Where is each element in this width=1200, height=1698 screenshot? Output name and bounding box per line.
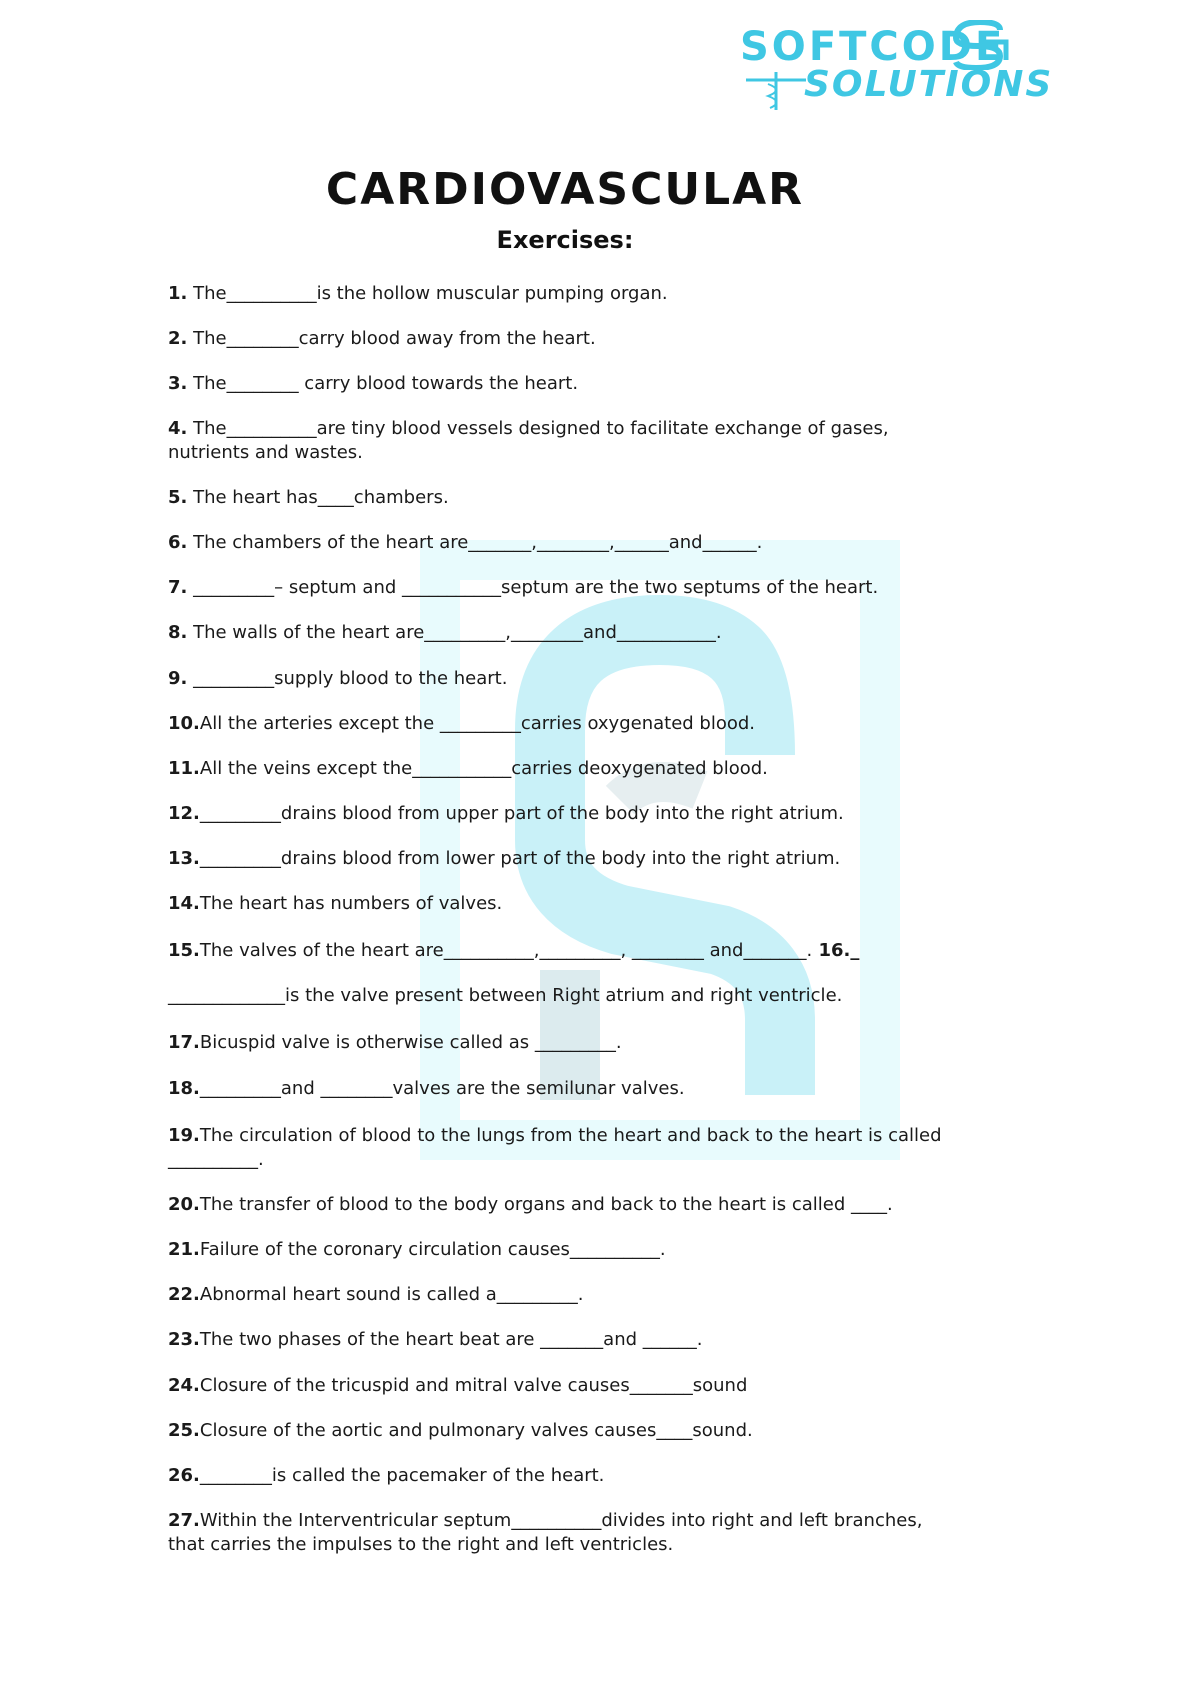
question-7: 7. _________– septum and ___________septum are the two septums of the heart.: [168, 577, 879, 598]
question-11: 11.All the veins except the___________carries deoxygenated blood.: [168, 758, 768, 779]
question-23: 23.The two phases of the heart beat are _______and ______.: [168, 1329, 703, 1350]
question-27: 27.Within the Interventricular septum__________divides into right and left branches, that carries the impulses to the right and left ventricles.: [168, 1510, 923, 1555]
question-15: 15.The valves of the heart are__________,_________, ________ and_______. 16._: [168, 940, 860, 961]
question-12: 12._________drains blood from upper part of the body into the right atrium.: [168, 803, 844, 824]
question-14: 14.The heart has numbers of valves.: [168, 893, 503, 914]
page-subtitle: Exercises:: [496, 226, 634, 254]
logo-line1: SOFTCODE: [740, 24, 1006, 70]
question-6: 6. The chambers of the heart are_______,________,______and______.: [168, 532, 763, 553]
question-26: 26.________is called the pacemaker of the heart.: [168, 1465, 605, 1486]
question-5: 5. The heart has____chambers.: [168, 487, 449, 508]
question-20: 20.The transfer of blood to the body organs and back to the heart is called ____.: [168, 1194, 893, 1215]
question-9: 9. _________supply blood to the heart.: [168, 668, 508, 689]
question-2: 2. The________carry blood away from the heart.: [168, 328, 596, 349]
page-title: CARDIOVASCULAR: [325, 164, 805, 215]
company-logo: [712, 18, 1052, 110]
logo-line2: SOLUTIONS: [804, 64, 1054, 105]
question-17: 17.Bicuspid valve is otherwise called as _________.: [168, 1032, 622, 1053]
question-22: 22.Abnormal heart sound is called a_________.: [168, 1284, 584, 1305]
question-3: 3. The________ carry blood towards the heart.: [168, 373, 579, 394]
question-24: 24.Closure of the tricuspid and mitral valve causes_______sound: [168, 1375, 748, 1396]
question-18: 18._________and ________valves are the semilunar valves.: [168, 1078, 685, 1099]
question-16-continued: _____________is the valve present between Right atrium and right ventricle.: [168, 985, 843, 1006]
question-10: 10.All the arteries except the _________carries oxygenated blood.: [168, 713, 756, 734]
question-13: 13._________drains blood from lower part of the body into the right atrium.: [168, 848, 841, 869]
question-8: 8. The walls of the heart are_________,________and___________.: [168, 622, 722, 643]
question-1: 1. The__________is the hollow muscular pumping organ.: [168, 283, 668, 304]
question-19: 19.The circulation of blood to the lungs from the heart and back to the heart is called __________.: [168, 1125, 942, 1170]
question-21: 21.Failure of the coronary circulation causes__________.: [168, 1239, 666, 1260]
caduceus-icon: [746, 70, 806, 110]
question-25: 25.Closure of the aortic and pulmonary valves causes____sound.: [168, 1420, 753, 1441]
sc-monogram-icon: [948, 20, 1010, 70]
question-4: 4. The__________are tiny blood vessels designed to facilitate exchange of gases, nutrients and wastes.: [168, 418, 889, 463]
